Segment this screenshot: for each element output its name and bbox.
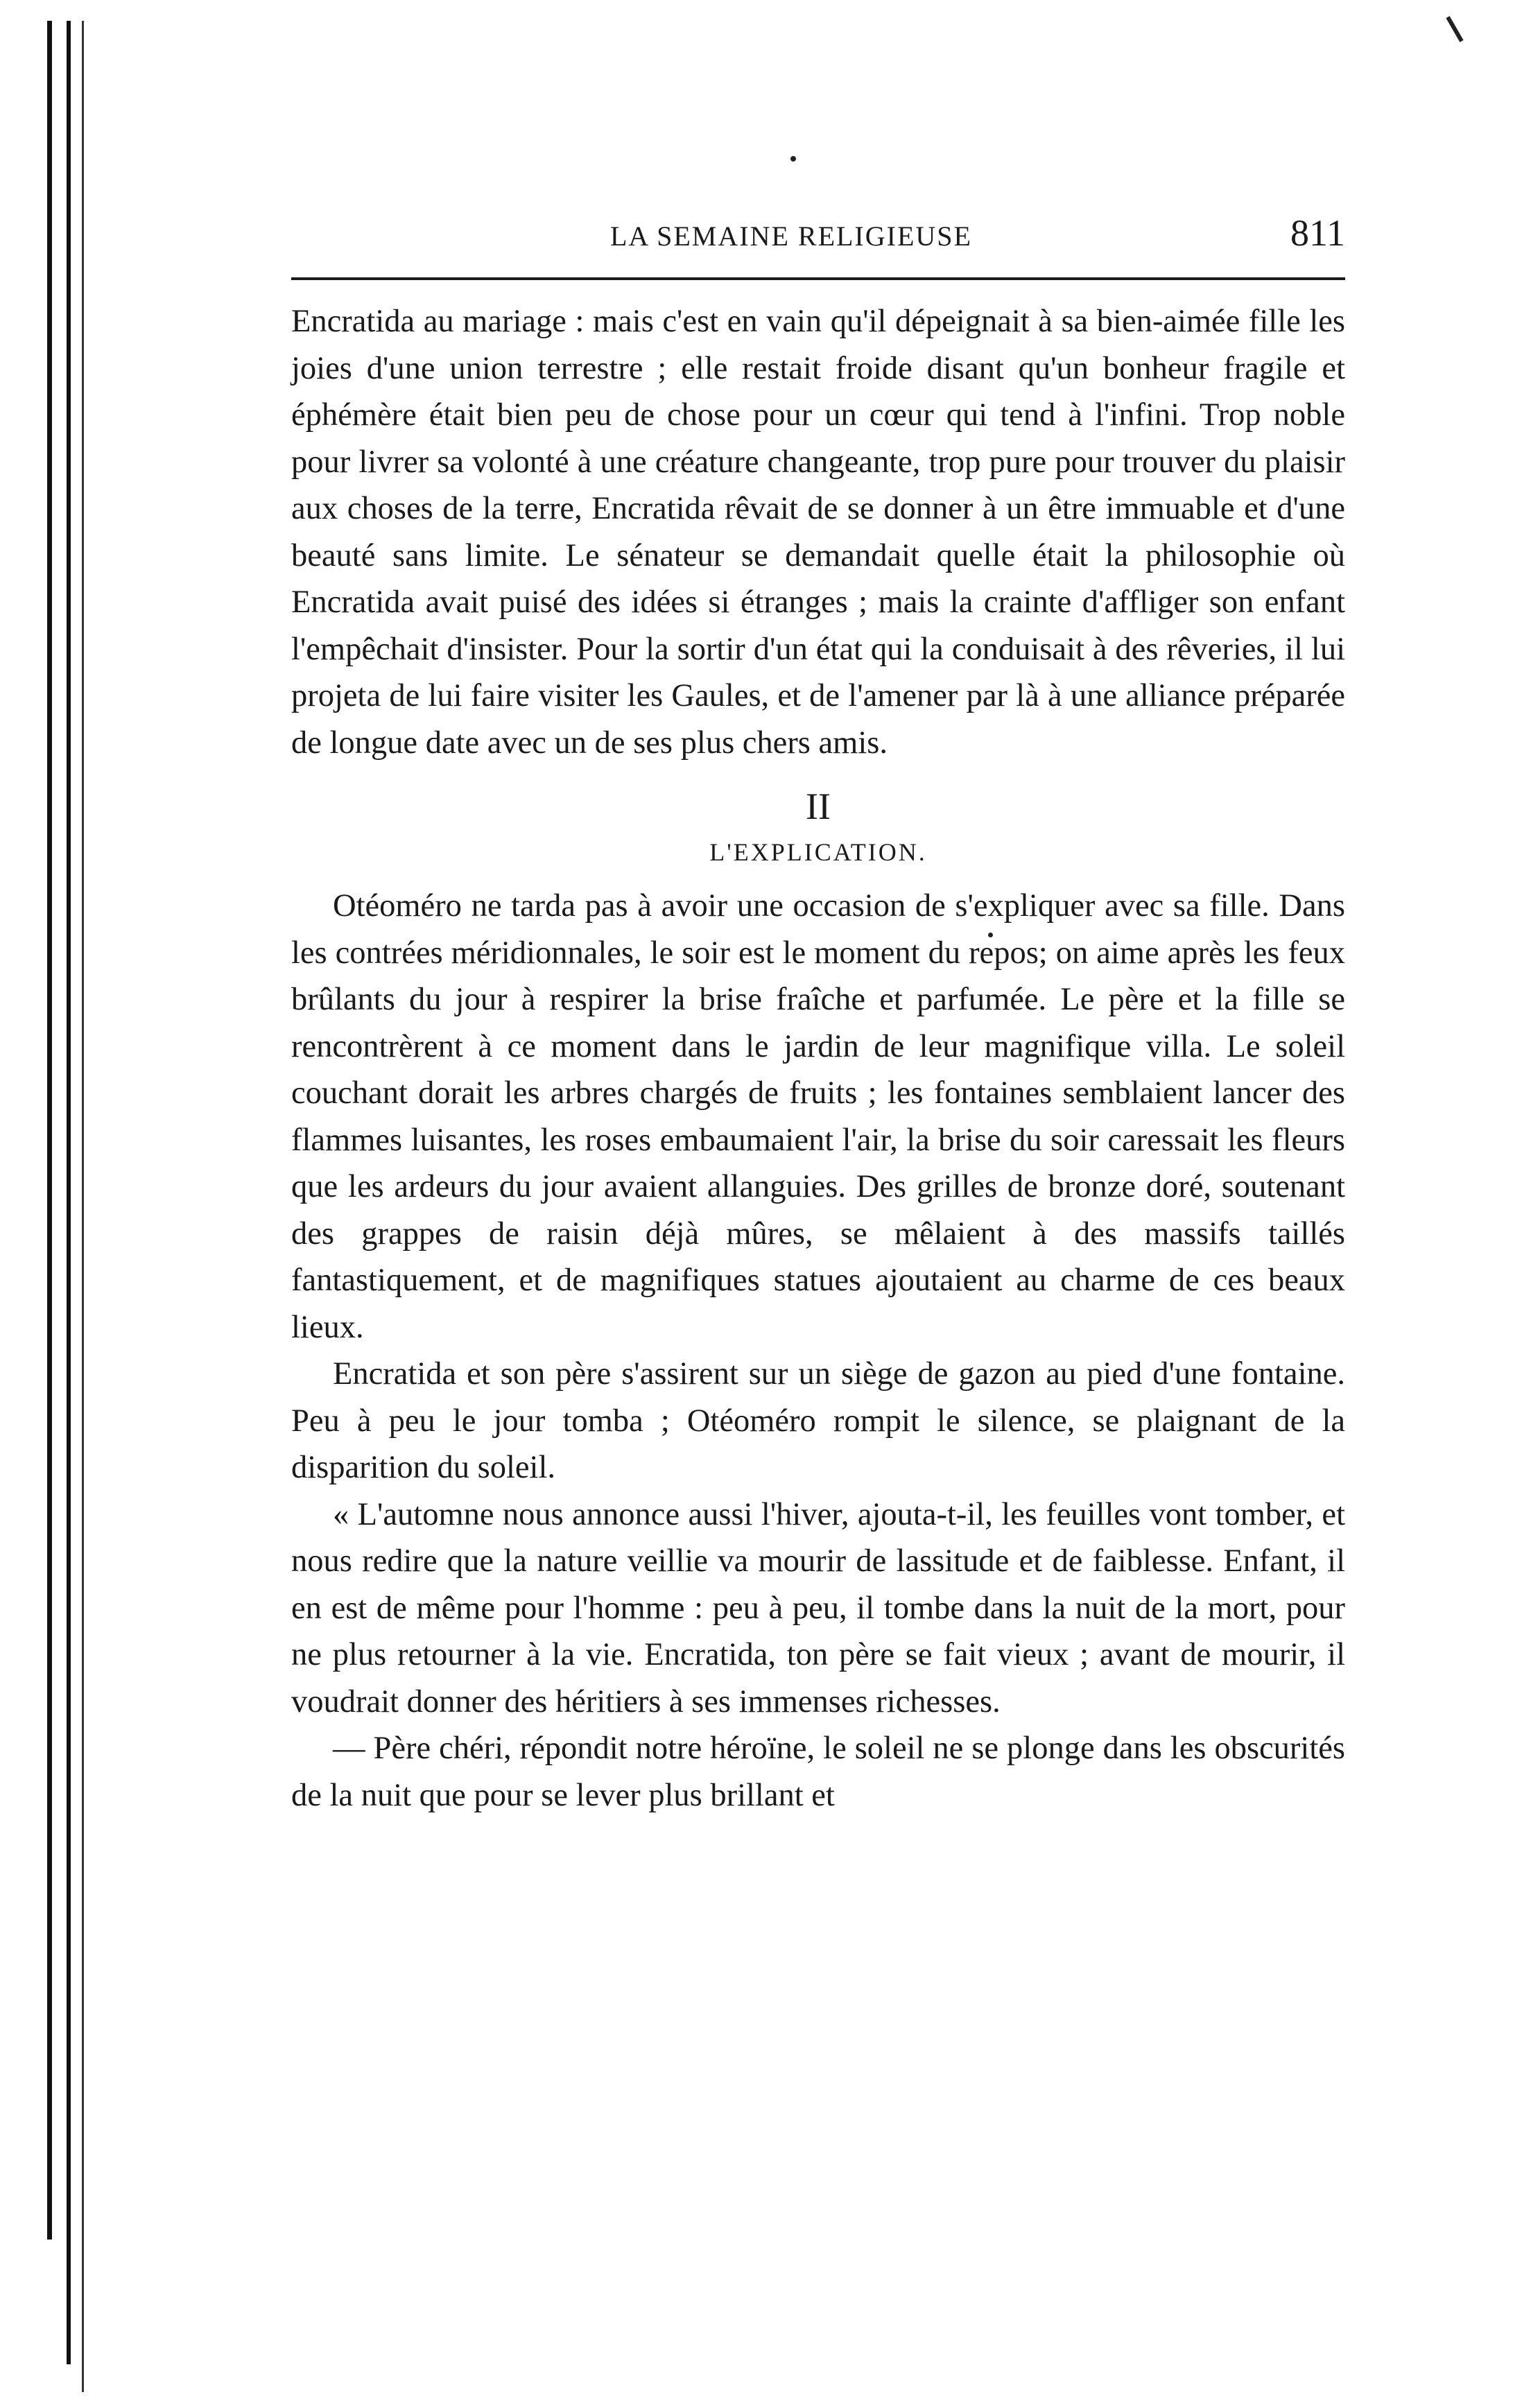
paragraph: Otéoméro ne tarda pas à avoir une occasion de s'expliquer avec sa fille. Dans les contrées méridionnales, le soir est le moment du repos; on aime après les feux brûlants du jour à respirer la brise fraîche et parfumée. Le père et la fille se rencontrèrent à ce moment dans le jardin de leur magnifique villa. Le soleil couchant dorait les arbres chargés de fruits ; les fontaines semblaient lancer des flammes luisantes, les roses embaumaient l'air, la brise du soir caressait les fleurs que les ardeurs du jour avaient allanguies. Des grilles de bronze doré, soutenant des grappes de raisin déjà mûres, se mêlaient à des massifs taillés fantastiquement, et de magnifiques statues ajoutaient au charme de ces beaux lieux.: [291, 888, 1345, 1345]
paragraph: — Père chéri, répondit notre héroïne, le soleil ne se plonge dans les obscurités de la nuit que pour se lever plus brillant et: [291, 1731, 1345, 1813]
section-title: L'EXPLICATION.: [709, 838, 927, 866]
paragraph: Encratida au mariage : mais c'est en vain qu'il dépeignait à sa bien-aimée fille les joies d'une union terrestre ; elle restait froide disant qu'un bonheur fragile et éphémère était bien peu de chose pour un cœur qui tend à l'infini. Trop noble pour livrer sa volonté à une créature changeante, trop pure pour trouver du plaisir aux choses de la terre, Encratida rêvait de se donner à un être immuable et d'une beauté sans limite. Le sénateur se demandait quelle était la philosophie où Encratida avait puisé des idées si étranges ; mais la crainte d'affliger son enfant l'empêchait d'insister. Pour la sortir d'un état qui la conduisait à des rêveries, il lui projeta de lui faire visiter les Gaules, et de l'amener par là à une alliance préparée de longue date avec un de ses plus chers amis.: [291, 304, 1345, 761]
running-head: [291, 211, 1345, 267]
binding-edge-line: [67, 21, 71, 2364]
running-title: LA SEMAINE RELIGIEUSE: [610, 220, 972, 252]
paragraph: « L'automne nous annonce aussi l'hiver, ajouta-t-il, les feuilles vont tomber, et nous redire que la nature veillie va mourir de lassitude et de faiblesse. Enfant, il en est de même pour l'homme : peu à peu, il tombe dans la nuit de la mort, pour ne plus retourner à la vie. Encratida, ton père se fait vieux ; avant de mourir, il voudrait donner des héritiers à ses immenses richesses.: [291, 1496, 1345, 1720]
header-rule: [291, 277, 1345, 280]
scan-speck: [790, 156, 796, 162]
scan-speck: [1446, 16, 1463, 42]
paragraph: Encratida et son père s'assirent sur un siège de gazon au pied d'une fontaine. Peu à peu le jour tomba ; Otéoméro rompit le silence, se plaignant de la disparition du soleil.: [291, 1356, 1345, 1485]
page-number: 811: [1290, 212, 1345, 254]
binding-edge-line: [82, 21, 84, 2392]
section-number: II: [806, 786, 831, 827]
binding-edge-line: [47, 21, 52, 2240]
body-text: [291, 298, 1345, 1819]
